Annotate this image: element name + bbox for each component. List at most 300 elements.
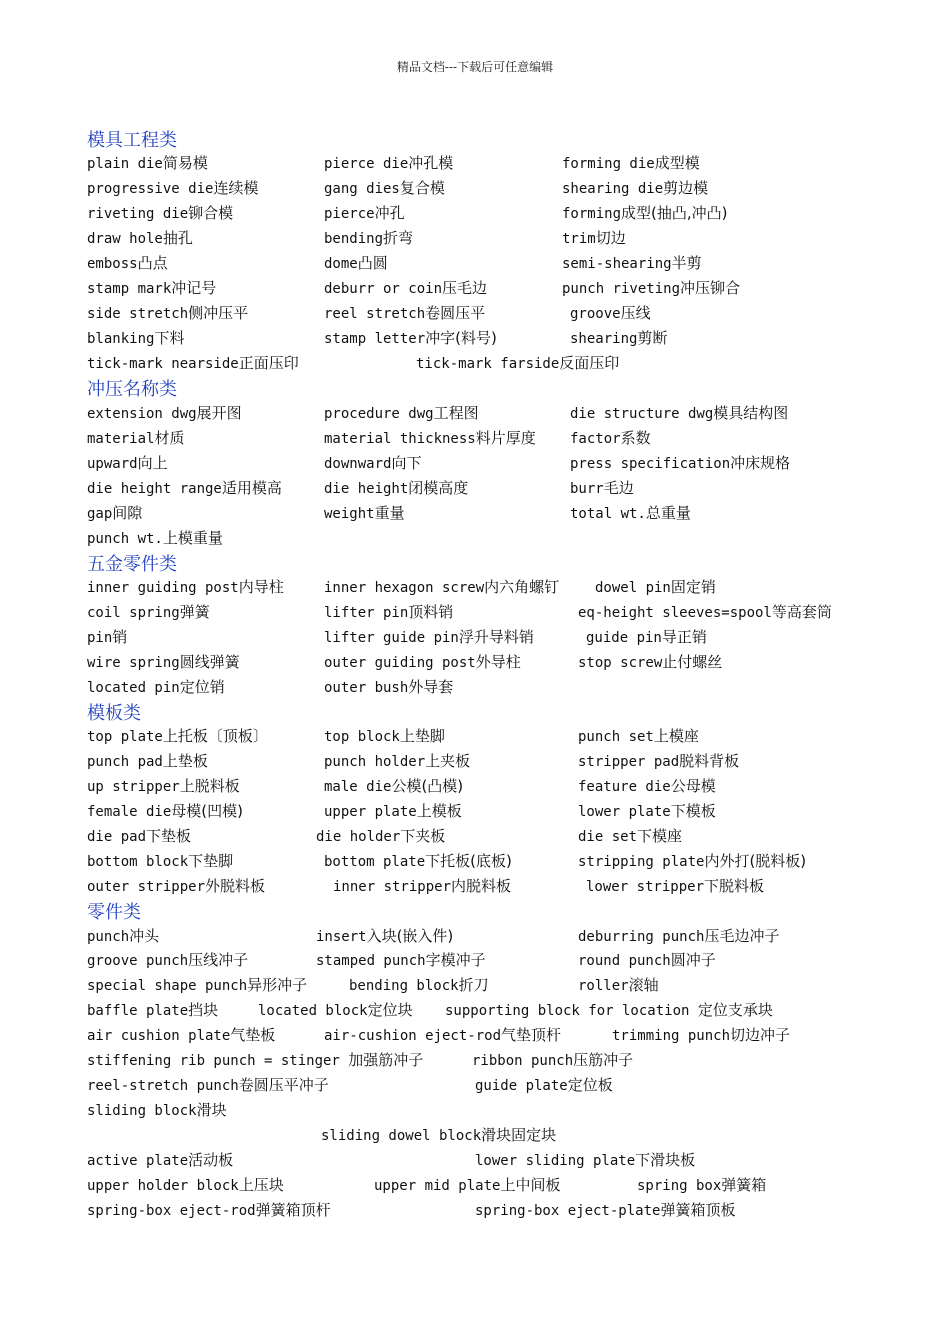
glossary-term	[87, 974, 307, 995]
term-english: special shape punch	[87, 978, 248, 994]
glossary-term	[87, 999, 218, 1020]
glossary-term	[324, 651, 521, 672]
term-chinese: 上压块	[238, 1176, 284, 1194]
term-english: coil spring	[87, 605, 180, 621]
term-chinese: 料片厚度	[475, 429, 536, 447]
glossary-row	[0, 502, 950, 527]
glossary-term	[578, 925, 779, 946]
glossary-term	[416, 352, 619, 373]
term-english: groove punch	[87, 953, 189, 969]
glossary-term	[562, 177, 708, 198]
glossary-row	[0, 202, 950, 227]
term-english: eq-height sleeves=spool	[578, 605, 772, 621]
glossary-term	[578, 775, 716, 796]
glossary-term	[445, 999, 773, 1020]
glossary-term	[324, 800, 462, 821]
term-chinese: 上模座	[653, 727, 699, 745]
glossary-row	[0, 302, 950, 327]
glossary-term	[324, 725, 445, 746]
glossary-term	[570, 302, 651, 323]
glossary-term	[87, 775, 240, 796]
term-english: die holder	[316, 829, 401, 845]
term-english: tick-mark farside	[416, 356, 560, 372]
term-chinese: 滚轴	[628, 976, 659, 994]
glossary-term	[324, 202, 405, 223]
term-english: supporting block for location	[445, 1003, 698, 1019]
term-english: outer bush	[324, 680, 409, 696]
term-english: bending	[324, 231, 384, 247]
term-english: spring-box eject-rod	[87, 1203, 256, 1219]
term-chinese: 止付螺丝	[662, 653, 723, 671]
glossary-term	[87, 352, 299, 373]
term-english: roller	[578, 978, 629, 994]
glossary-term	[87, 651, 240, 672]
glossary-row	[0, 775, 950, 800]
term-chinese: 冲字(料号)	[425, 329, 497, 347]
term-chinese: 上夹板	[425, 752, 471, 770]
term-chinese: 下滑块板	[635, 1151, 696, 1169]
term-english: dome	[324, 256, 358, 272]
term-english: baffle plate	[87, 1003, 189, 1019]
term-chinese: 正面压印	[238, 354, 299, 372]
glossary-row	[0, 452, 950, 477]
term-chinese: 挡块	[188, 1001, 219, 1019]
term-chinese: 定位销	[179, 678, 225, 696]
term-english: wire spring	[87, 655, 180, 671]
term-chinese: 上中间板	[500, 1176, 561, 1194]
section-heading: 模板类	[87, 703, 141, 724]
term-chinese: 圆冲子	[670, 951, 716, 969]
glossary-row	[0, 1099, 950, 1124]
glossary-term	[349, 974, 489, 995]
term-chinese: 上垫板	[162, 752, 208, 770]
term-chinese: 复合模	[399, 179, 445, 197]
term-english: trimming punch	[612, 1028, 731, 1044]
term-english: guide pin	[586, 630, 662, 646]
glossary-term	[570, 402, 788, 423]
glossary-term	[578, 651, 722, 672]
glossary-term	[87, 327, 184, 348]
glossary-term	[87, 177, 258, 198]
glossary-row	[0, 974, 950, 999]
term-chinese: 销	[112, 628, 128, 646]
glossary-term	[324, 177, 445, 198]
glossary-row	[0, 750, 950, 775]
term-chinese: 材质	[154, 429, 185, 447]
term-english: pierce die	[324, 156, 409, 172]
term-chinese: 外导套	[408, 678, 454, 696]
term-english: stiffening rib punch = stinger	[87, 1053, 349, 1069]
glossary-term	[324, 576, 559, 597]
term-english: die height	[324, 481, 409, 497]
term-english: punch set	[578, 729, 654, 745]
term-chinese: 活动板	[188, 1151, 234, 1169]
term-english: stamp letter	[324, 331, 426, 347]
term-english: located pin	[87, 680, 180, 696]
glossary-term	[87, 277, 216, 298]
term-english: upper holder block	[87, 1178, 239, 1194]
term-chinese: 弹簧	[179, 603, 210, 621]
term-chinese: 剪断	[637, 329, 668, 347]
glossary-term	[324, 626, 534, 647]
glossary-term	[87, 850, 233, 871]
glossary-term	[321, 1124, 556, 1145]
term-chinese: 剪边模	[663, 179, 709, 197]
term-english: sliding dowel block	[321, 1128, 482, 1144]
term-english: side stretch	[87, 306, 189, 322]
term-english: tick-mark nearside	[87, 356, 239, 372]
term-english: forming die	[562, 156, 655, 172]
glossary-term	[87, 725, 268, 746]
term-english: guide plate	[475, 1078, 568, 1094]
term-chinese: 滑块	[196, 1101, 227, 1119]
term-chinese: 适用模高	[221, 479, 282, 497]
term-chinese: 冲头	[129, 927, 160, 945]
term-chinese: 间隙	[112, 504, 143, 522]
glossary-term	[87, 576, 284, 597]
glossary-row	[0, 725, 950, 750]
term-english: groove	[570, 306, 621, 322]
glossary-row	[0, 1124, 950, 1149]
glossary-term	[595, 576, 716, 597]
term-chinese: 凸圆	[357, 254, 388, 272]
glossary-term	[578, 949, 716, 970]
glossary-row	[0, 925, 950, 950]
term-english: draw hole	[87, 231, 163, 247]
term-chinese: 母模(凹模)	[171, 802, 244, 820]
term-chinese: 外导柱	[475, 653, 521, 671]
glossary-term	[324, 252, 388, 273]
term-chinese: 重量	[374, 504, 405, 522]
glossary-row	[0, 1049, 950, 1074]
glossary-row	[0, 875, 950, 900]
term-english: insert	[316, 929, 367, 945]
term-chinese: 定位支承块	[697, 1001, 773, 1019]
glossary-term	[324, 152, 453, 173]
glossary-term	[87, 1099, 227, 1120]
glossary-row	[0, 1149, 950, 1174]
term-english: punch pad	[87, 754, 163, 770]
glossary-row	[0, 352, 950, 377]
term-chinese: 下夹板	[400, 827, 446, 845]
term-chinese: 下托板(底板)	[425, 852, 512, 870]
term-chinese: 内外打(脱料板)	[704, 852, 807, 870]
term-english: blanking	[87, 331, 155, 347]
term-chinese: 压毛边冲子	[704, 927, 780, 945]
glossary-term	[562, 277, 740, 298]
glossary-term	[324, 452, 421, 473]
term-english: inner guiding post	[87, 580, 239, 596]
term-english: lifter pin	[324, 605, 409, 621]
glossary-term	[87, 1074, 329, 1095]
term-chinese: 模具结构图	[713, 404, 789, 422]
term-english: sliding block	[87, 1103, 197, 1119]
glossary-row	[0, 152, 950, 177]
term-chinese: 顶料销	[408, 603, 454, 621]
term-english: stop screw	[578, 655, 663, 671]
glossary-term	[586, 875, 764, 896]
section-heading: 模具工程类	[87, 130, 177, 151]
term-english: upper plate	[324, 804, 417, 820]
term-english: located block	[258, 1003, 368, 1019]
glossary-term	[324, 227, 413, 248]
term-chinese: 卷圆压平	[425, 304, 486, 322]
section-heading: 零件类	[87, 902, 141, 923]
term-english: spring box	[637, 1178, 722, 1194]
glossary-term	[578, 850, 806, 871]
glossary-term	[578, 601, 832, 622]
term-english: stamp mark	[87, 281, 172, 297]
glossary-term	[87, 427, 184, 448]
term-chinese: 压线	[620, 304, 651, 322]
glossary-term	[570, 327, 667, 348]
term-chinese: 上托板〔顶板〕	[162, 727, 268, 745]
term-english: active plate	[87, 1153, 189, 1169]
term-english: punch riveting	[562, 281, 681, 297]
glossary-term	[374, 1174, 560, 1195]
glossary-row	[0, 252, 950, 277]
term-chinese: 圆线弹簧	[179, 653, 240, 671]
term-english: upper mid plate	[374, 1178, 501, 1194]
glossary-term	[562, 227, 626, 248]
glossary-term	[324, 402, 479, 423]
term-chinese: 公母模	[670, 777, 716, 795]
term-chinese: 加强筋冲子	[348, 1051, 424, 1069]
term-english: bottom plate	[324, 854, 426, 870]
glossary-term	[87, 302, 248, 323]
glossary-term	[324, 277, 487, 298]
glossary-term	[324, 750, 470, 771]
term-english: factor	[570, 431, 621, 447]
glossary-term	[87, 502, 142, 523]
glossary-term	[87, 925, 159, 946]
term-english: procedure dwg	[324, 406, 434, 422]
term-english: trim	[562, 231, 596, 247]
term-chinese: 下料	[154, 329, 185, 347]
term-english: dowel pin	[595, 580, 671, 596]
term-chinese: 异形冲子	[247, 976, 308, 994]
glossary-row	[0, 227, 950, 252]
term-english: outer stripper	[87, 879, 206, 895]
term-chinese: 冲孔	[374, 204, 405, 222]
term-chinese: 入块(嵌入件)	[366, 927, 454, 945]
glossary-term	[87, 1024, 275, 1045]
term-chinese: 侧冲压平	[188, 304, 249, 322]
term-english: forming	[562, 206, 622, 222]
term-english: riveting die	[87, 206, 189, 222]
term-english: die structure dwg	[570, 406, 714, 422]
term-english: progressive die	[87, 181, 214, 197]
glossary-term	[562, 152, 700, 173]
glossary-term	[475, 1199, 735, 1220]
term-chinese: 等高套筒	[771, 603, 832, 621]
glossary-term	[570, 502, 691, 523]
term-chinese: 上脱料板	[179, 777, 240, 795]
term-chinese: 冲床规格	[730, 454, 791, 472]
term-english: pierce	[324, 206, 375, 222]
glossary-term	[87, 202, 233, 223]
glossary-row	[0, 651, 950, 676]
glossary-term	[324, 327, 497, 348]
glossary-term	[324, 1024, 561, 1045]
glossary-term	[316, 825, 445, 846]
term-chinese: 下垫脚	[188, 852, 234, 870]
term-chinese: 抽孔	[162, 229, 193, 247]
glossary-term	[87, 949, 248, 970]
glossary-term	[87, 1199, 331, 1220]
term-english: stripper pad	[578, 754, 680, 770]
glossary-row	[0, 327, 950, 352]
term-english: round punch	[578, 953, 671, 969]
term-english: top block	[324, 729, 400, 745]
term-english: air-cushion eject-rod	[324, 1028, 502, 1044]
glossary-term	[87, 477, 282, 498]
term-chinese: 毛边	[603, 479, 634, 497]
term-english: air cushion plate	[87, 1028, 231, 1044]
glossary-term	[87, 601, 210, 622]
term-english: lower stripper	[586, 879, 705, 895]
glossary-term	[570, 477, 634, 498]
term-chinese: 上模重量	[162, 529, 223, 547]
term-chinese: 定位块	[367, 1001, 413, 1019]
term-chinese: 展开图	[196, 404, 242, 422]
glossary-term	[475, 1149, 695, 1170]
term-chinese: 系数	[620, 429, 651, 447]
term-english: inner stripper	[333, 879, 452, 895]
term-english: plain die	[87, 156, 163, 172]
term-chinese: 成型模	[654, 154, 700, 172]
term-chinese: 压毛边	[442, 279, 488, 297]
term-chinese: 反面压印	[559, 354, 620, 372]
glossary-row	[0, 1174, 950, 1199]
glossary-term	[87, 800, 243, 821]
glossary-row	[0, 1024, 950, 1049]
glossary-term	[324, 477, 468, 498]
glossary-row	[0, 402, 950, 427]
term-chinese: 下脱料板	[704, 877, 765, 895]
term-english: punch wt.	[87, 531, 163, 547]
term-chinese: 定位板	[567, 1076, 613, 1094]
glossary-row	[0, 825, 950, 850]
term-chinese: 铆合模	[188, 204, 234, 222]
term-english: die set	[578, 829, 638, 845]
glossary-term	[637, 1174, 766, 1195]
glossary-term	[87, 626, 127, 647]
term-chinese: 冲记号	[171, 279, 217, 297]
term-english: bending block	[349, 978, 459, 994]
glossary-term	[586, 626, 707, 647]
glossary-term	[324, 502, 405, 523]
glossary-term	[324, 775, 463, 796]
glossary-term	[324, 601, 453, 622]
glossary-term	[333, 875, 511, 896]
term-english: lifter guide pin	[324, 630, 459, 646]
term-english: spring-box eject-plate	[475, 1203, 661, 1219]
glossary-term	[324, 850, 512, 871]
term-english: die height range	[87, 481, 222, 497]
term-chinese: 总重量	[645, 504, 691, 522]
term-chinese: 外脱料板	[205, 877, 266, 895]
term-chinese: 下垫板	[146, 827, 192, 845]
glossary-term	[87, 152, 208, 173]
term-chinese: 滑块固定块	[481, 1126, 557, 1144]
glossary-term	[316, 949, 486, 970]
glossary-term	[87, 227, 193, 248]
term-english: bottom block	[87, 854, 189, 870]
term-chinese: 内脱料板	[451, 877, 512, 895]
term-english: feature die	[578, 779, 671, 795]
glossary-term	[316, 925, 453, 946]
term-chinese: 半剪	[671, 254, 702, 272]
glossary-term	[87, 402, 242, 423]
term-chinese: 切边	[595, 229, 626, 247]
glossary-term	[578, 725, 699, 746]
term-chinese: 下模板	[670, 802, 716, 820]
term-chinese: 卷圆压平冲子	[238, 1076, 329, 1094]
glossary-term	[87, 875, 265, 896]
glossary-row	[0, 527, 950, 552]
term-english: deburr or coin	[324, 281, 443, 297]
term-english: shearing	[570, 331, 638, 347]
term-english: female die	[87, 804, 172, 820]
term-english: punch	[87, 929, 130, 945]
term-chinese: 闭模高度	[408, 479, 469, 497]
term-chinese: 气垫顶杆	[501, 1026, 562, 1044]
term-chinese: 字模冲子	[425, 951, 486, 969]
term-english: downward	[324, 456, 392, 472]
term-chinese: 脱料背板	[679, 752, 740, 770]
glossary-term	[87, 750, 208, 771]
glossary-row	[0, 800, 950, 825]
term-chinese: 折弯	[383, 229, 414, 247]
term-english: up stripper	[87, 779, 180, 795]
glossary-row	[0, 1199, 950, 1224]
term-english: weight	[324, 506, 375, 522]
page-header: 精品文档---下载后可任意编辑	[396, 60, 554, 74]
glossary-term	[578, 974, 659, 995]
term-chinese: 凸点	[137, 254, 168, 272]
glossary-term	[87, 1149, 233, 1170]
term-english: gap	[87, 506, 113, 522]
term-chinese: 连续模	[213, 179, 259, 197]
term-chinese: 工程图	[433, 404, 479, 422]
term-english: lower sliding plate	[475, 1153, 636, 1169]
glossary-row	[0, 850, 950, 875]
glossary-term	[324, 427, 536, 448]
term-english: deburring punch	[578, 929, 705, 945]
glossary-row	[0, 277, 950, 302]
term-chinese: 弹簧箱顶杆	[255, 1201, 331, 1219]
term-chinese: 上模板	[416, 802, 462, 820]
glossary-term	[87, 825, 191, 846]
glossary-row	[0, 177, 950, 202]
glossary-term	[87, 1174, 284, 1195]
glossary-term	[87, 527, 223, 548]
glossary-term	[324, 302, 485, 323]
glossary-row	[0, 427, 950, 452]
glossary-row	[0, 601, 950, 626]
term-english: emboss	[87, 256, 138, 272]
term-english: top plate	[87, 729, 163, 745]
term-chinese: 浮升导料销	[458, 628, 534, 646]
term-chinese: 向上	[137, 454, 168, 472]
term-chinese: 弹簧箱	[721, 1176, 767, 1194]
term-chinese: 气垫板	[230, 1026, 276, 1044]
term-chinese: 冲压铆合	[680, 279, 741, 297]
section-heading: 五金零件类	[87, 554, 177, 575]
section-heading: 冲压名称类	[87, 379, 177, 400]
term-chinese: 冲孔模	[408, 154, 454, 172]
